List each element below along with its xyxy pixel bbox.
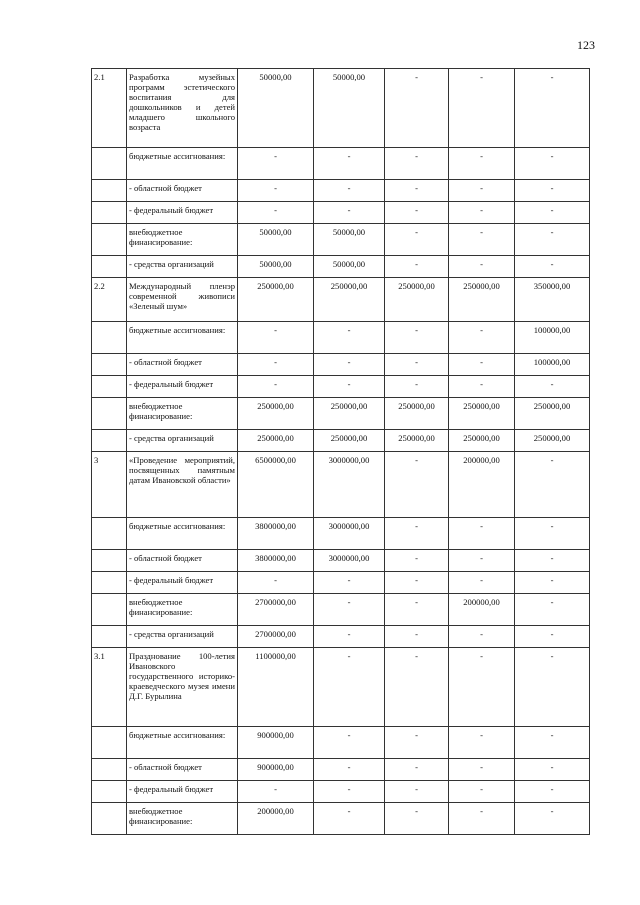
amount-cell: 250000,00	[449, 430, 515, 452]
amount-cell: -	[314, 759, 385, 781]
amount-cell: -	[515, 518, 590, 550]
amount-cell: -	[385, 148, 449, 180]
amount-cell: 250000,00	[515, 398, 590, 430]
table-row	[92, 224, 590, 256]
table-row	[92, 518, 590, 550]
row-description: внебюджетное финансирование:	[127, 224, 238, 256]
row-description: бюджетные ассигнования:	[127, 322, 238, 354]
amount-cell: 250000,00	[238, 398, 314, 430]
amount-cell: -	[515, 202, 590, 224]
row-code	[92, 224, 127, 256]
row-description: - средства организаций	[127, 256, 238, 278]
amount-cell: -	[515, 727, 590, 759]
amount-cell: -	[449, 354, 515, 376]
amount-cell: 250000,00	[314, 398, 385, 430]
table-row	[92, 278, 590, 322]
amount-cell: -	[314, 322, 385, 354]
amount-cell: -	[449, 180, 515, 202]
row-code	[92, 727, 127, 759]
amount-cell: -	[449, 69, 515, 148]
amount-cell: -	[385, 452, 449, 518]
amount-cell: 250000,00	[238, 278, 314, 322]
table-row	[92, 572, 590, 594]
amount-cell: -	[238, 148, 314, 180]
amount-cell: 250000,00	[385, 398, 449, 430]
amount-cell: -	[515, 256, 590, 278]
amount-cell: -	[385, 354, 449, 376]
table-row	[92, 354, 590, 376]
amount-cell: 900000,00	[238, 759, 314, 781]
amount-cell: -	[314, 354, 385, 376]
row-code	[92, 572, 127, 594]
row-code	[92, 430, 127, 452]
amount-cell: 2700000,00	[238, 594, 314, 626]
amount-cell: -	[515, 759, 590, 781]
row-description: «Проведение мероприятий, посвященных памятным датам Ивановской области»	[127, 452, 238, 518]
row-description: Разработка музейных программ эстетического воспитания для дошкольников и детей младшего школьного возраста	[127, 69, 238, 148]
row-code	[92, 256, 127, 278]
amount-cell: -	[314, 202, 385, 224]
amount-cell: -	[449, 256, 515, 278]
amount-cell: 250000,00	[314, 278, 385, 322]
amount-cell: -	[515, 180, 590, 202]
amount-cell: 3000000,00	[314, 452, 385, 518]
amount-cell: -	[515, 648, 590, 727]
amount-cell: -	[314, 572, 385, 594]
amount-cell: 100000,00	[515, 354, 590, 376]
amount-cell: 200000,00	[449, 594, 515, 626]
row-code	[92, 759, 127, 781]
amount-cell: 250000,00	[238, 430, 314, 452]
row-code	[92, 550, 127, 572]
row-description: - федеральный бюджет	[127, 572, 238, 594]
amount-cell: -	[515, 376, 590, 398]
row-code	[92, 518, 127, 550]
amount-cell: -	[449, 518, 515, 550]
amount-cell: -	[515, 626, 590, 648]
amount-cell: 3000000,00	[314, 550, 385, 572]
amount-cell: -	[385, 180, 449, 202]
amount-cell: -	[385, 224, 449, 256]
row-code: 2.1	[92, 69, 127, 148]
amount-cell: -	[515, 452, 590, 518]
amount-cell: 200000,00	[449, 452, 515, 518]
row-description: бюджетные ассигнования:	[127, 148, 238, 180]
amount-cell: -	[449, 648, 515, 727]
row-description: бюджетные ассигнования:	[127, 518, 238, 550]
amount-cell: 250000,00	[449, 398, 515, 430]
amount-cell: -	[385, 759, 449, 781]
row-code	[92, 322, 127, 354]
amount-cell: -	[385, 518, 449, 550]
amount-cell: -	[314, 626, 385, 648]
table-row	[92, 376, 590, 398]
amount-cell: -	[314, 594, 385, 626]
amount-cell: -	[385, 727, 449, 759]
row-description: внебюджетное финансирование:	[127, 803, 238, 835]
page-number: 123	[577, 38, 595, 52]
amount-cell: 250000,00	[385, 278, 449, 322]
amount-cell: -	[515, 550, 590, 572]
amount-cell: -	[385, 202, 449, 224]
amount-cell: -	[314, 727, 385, 759]
amount-cell: -	[238, 376, 314, 398]
amount-cell: -	[385, 69, 449, 148]
amount-cell: -	[449, 148, 515, 180]
amount-cell: -	[385, 803, 449, 835]
row-description: - федеральный бюджет	[127, 781, 238, 803]
amount-cell: -	[449, 550, 515, 572]
amount-cell: -	[238, 202, 314, 224]
amount-cell: 250000,00	[314, 430, 385, 452]
amount-cell: 250000,00	[385, 430, 449, 452]
amount-cell: 6500000,00	[238, 452, 314, 518]
amount-cell: -	[238, 354, 314, 376]
row-description: - средства организаций	[127, 430, 238, 452]
table-row	[92, 148, 590, 180]
amount-cell: 250000,00	[449, 278, 515, 322]
amount-cell: -	[385, 550, 449, 572]
amount-cell: -	[449, 803, 515, 835]
table-row	[92, 648, 590, 727]
row-code	[92, 376, 127, 398]
amount-cell: -	[385, 322, 449, 354]
amount-cell: -	[314, 180, 385, 202]
row-description: - областной бюджет	[127, 354, 238, 376]
row-description: внебюджетное финансирование:	[127, 398, 238, 430]
amount-cell: -	[515, 572, 590, 594]
amount-cell: -	[515, 224, 590, 256]
amount-cell: -	[515, 594, 590, 626]
row-code	[92, 594, 127, 626]
amount-cell: -	[314, 148, 385, 180]
amount-cell: 50000,00	[314, 224, 385, 256]
amount-cell: 50000,00	[238, 69, 314, 148]
row-code	[92, 354, 127, 376]
amount-cell: 3800000,00	[238, 518, 314, 550]
amount-cell: -	[238, 180, 314, 202]
table-row	[92, 759, 590, 781]
amount-cell: -	[385, 594, 449, 626]
table-row	[92, 550, 590, 572]
amount-cell: -	[515, 148, 590, 180]
amount-cell: -	[385, 572, 449, 594]
amount-cell: -	[385, 648, 449, 727]
row-code	[92, 202, 127, 224]
row-description: - областной бюджет	[127, 180, 238, 202]
row-code	[92, 398, 127, 430]
row-description: бюджетные ассигнования:	[127, 727, 238, 759]
table-row	[92, 202, 590, 224]
amount-cell: -	[449, 626, 515, 648]
amount-cell: -	[385, 256, 449, 278]
row-code: 3.1	[92, 648, 127, 727]
amount-cell: 350000,00	[515, 278, 590, 322]
amount-cell: -	[314, 803, 385, 835]
row-description: - областной бюджет	[127, 759, 238, 781]
table-row	[92, 398, 590, 430]
amount-cell: -	[238, 322, 314, 354]
row-code	[92, 781, 127, 803]
amount-cell: -	[449, 759, 515, 781]
amount-cell: -	[385, 781, 449, 803]
row-code	[92, 148, 127, 180]
amount-cell: -	[449, 322, 515, 354]
amount-cell: -	[385, 376, 449, 398]
amount-cell: -	[449, 781, 515, 803]
table-row	[92, 256, 590, 278]
table-row	[92, 803, 590, 835]
row-code	[92, 626, 127, 648]
amount-cell: -	[449, 376, 515, 398]
amount-cell: 50000,00	[314, 256, 385, 278]
row-code: 3	[92, 452, 127, 518]
amount-cell: 50000,00	[238, 256, 314, 278]
row-description: - федеральный бюджет	[127, 376, 238, 398]
row-description: - средства организаций	[127, 626, 238, 648]
table-row	[92, 180, 590, 202]
amount-cell: -	[314, 376, 385, 398]
amount-cell: -	[385, 626, 449, 648]
row-description: - областной бюджет	[127, 550, 238, 572]
table-row	[92, 69, 590, 148]
amount-cell: 2700000,00	[238, 626, 314, 648]
amount-cell: 50000,00	[314, 69, 385, 148]
amount-cell: 1100000,00	[238, 648, 314, 727]
amount-cell: 200000,00	[238, 803, 314, 835]
budget-table	[91, 68, 590, 835]
amount-cell: -	[449, 727, 515, 759]
amount-cell: 50000,00	[238, 224, 314, 256]
amount-cell: -	[515, 69, 590, 148]
amount-cell: -	[515, 781, 590, 803]
amount-cell: 3000000,00	[314, 518, 385, 550]
table-row	[92, 430, 590, 452]
table-row	[92, 452, 590, 518]
row-description: Празднование 100-летия Ивановского государственного историко-краеведческого музея имени Д.Г. Бурылина	[127, 648, 238, 727]
row-description: Международный пленэр современной живописи «Зеленый шум»	[127, 278, 238, 322]
amount-cell: -	[238, 572, 314, 594]
amount-cell: 250000,00	[515, 430, 590, 452]
amount-cell: -	[449, 572, 515, 594]
amount-cell: -	[515, 803, 590, 835]
table-row	[92, 594, 590, 626]
table-row	[92, 322, 590, 354]
table-row	[92, 626, 590, 648]
amount-cell: 100000,00	[515, 322, 590, 354]
amount-cell: -	[449, 202, 515, 224]
row-code	[92, 180, 127, 202]
amount-cell: -	[314, 648, 385, 727]
amount-cell: -	[314, 781, 385, 803]
amount-cell: -	[449, 224, 515, 256]
amount-cell: 900000,00	[238, 727, 314, 759]
table-row	[92, 781, 590, 803]
row-description: внебюджетное финансирование:	[127, 594, 238, 626]
row-code	[92, 803, 127, 835]
amount-cell: 3800000,00	[238, 550, 314, 572]
amount-cell: -	[238, 781, 314, 803]
table-row	[92, 727, 590, 759]
row-description: - федеральный бюджет	[127, 202, 238, 224]
row-code: 2.2	[92, 278, 127, 322]
